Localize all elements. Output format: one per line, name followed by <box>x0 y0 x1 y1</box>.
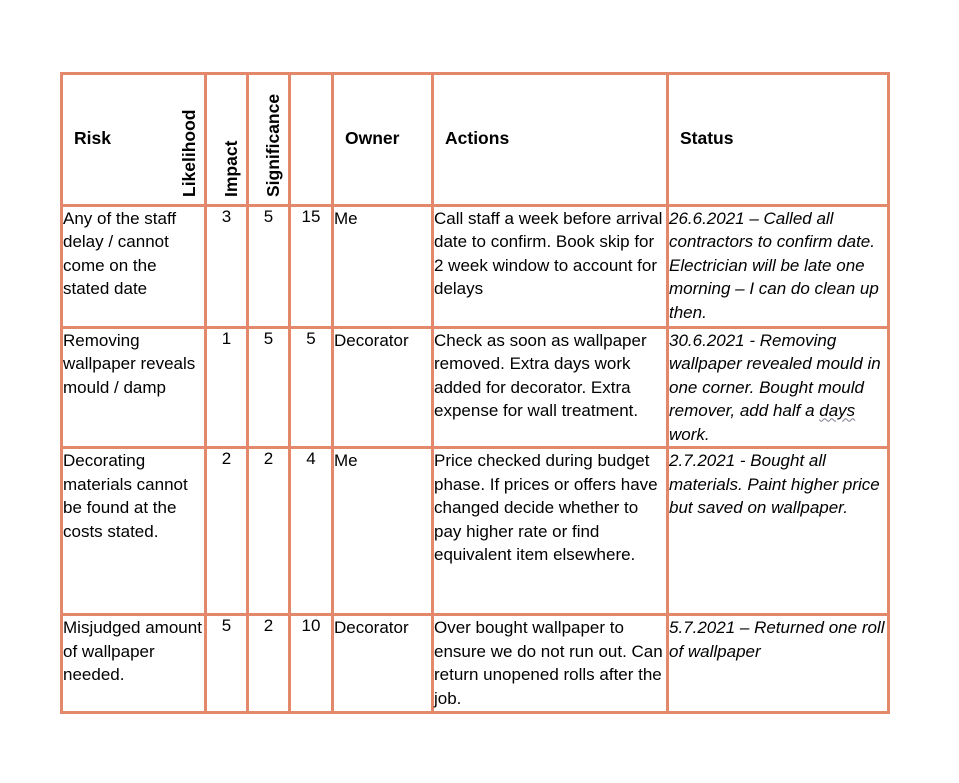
column-header-risk-label: Risk <box>74 128 111 148</box>
table-header-row <box>62 74 889 206</box>
column-header-actions-label: Actions <box>445 128 510 148</box>
cell-likelihood: 1 <box>206 328 248 448</box>
column-header-status-label: Status <box>680 128 734 148</box>
cell-status: 5.7.2021 – Returned one roll of wallpaper <box>668 615 889 713</box>
cell-likelihood: 2 <box>206 448 248 615</box>
column-header-owner-label: Owner <box>345 128 400 148</box>
column-header-status <box>668 74 889 206</box>
cell-actions: Price checked during budget phase. If prices or offers have changed decide whether to pay higher rate or find equivalent item elsewhere. <box>433 448 668 615</box>
cell-risk: Decorating materials cannot be found at the costs stated. <box>62 448 206 615</box>
risk-register-table-container <box>60 72 887 717</box>
status-text-part: work. <box>669 424 710 444</box>
cell-status <box>668 328 889 448</box>
cell-likelihood: 3 <box>206 206 248 328</box>
column-header-significance <box>263 74 333 206</box>
cell-likelihood: 5 <box>206 615 248 713</box>
cell-significance: 10 <box>290 615 333 713</box>
table-row <box>62 206 889 328</box>
cell-actions: Check as soon as wallpaper removed. Extra days work added for decorator. Extra expense for wall treatment. <box>433 328 668 448</box>
column-header-impact-label: Impact <box>221 140 241 197</box>
table-row <box>62 448 889 615</box>
cell-significance: 5 <box>290 328 333 448</box>
cell-impact: 5 <box>248 328 290 448</box>
cell-risk: Removing wallpaper reveals mould / damp <box>62 328 206 448</box>
cell-impact: 2 <box>248 448 290 615</box>
cell-significance: 15 <box>290 206 333 328</box>
cell-risk: Any of the staff delay / cannot come on the stated date <box>62 206 206 328</box>
cell-owner: Decorator <box>333 615 433 713</box>
table-row <box>62 328 889 448</box>
cell-owner: Me <box>333 206 433 328</box>
cell-actions: Call staff a week before arrival date to confirm. Book skip for 2 week window to account for delays <box>433 206 668 328</box>
risk-register-table <box>60 72 890 714</box>
cell-actions: Over bought wallpaper to ensure we do not run out. Can return unopened rolls after the job. <box>433 615 668 713</box>
column-header-owner <box>333 74 433 206</box>
spellcheck-flagged-word: days <box>819 401 856 421</box>
column-header-likelihood-label: Likelihood <box>179 109 199 197</box>
cell-status: 26.6.2021 – Called all contractors to confirm date. Electrician will be late one morning – I can do clean up then. <box>668 206 889 328</box>
cell-risk: Misjudged amount of wallpaper needed. <box>62 615 206 713</box>
table-row <box>62 615 889 713</box>
cell-impact: 2 <box>248 615 290 713</box>
cell-impact: 5 <box>248 206 290 328</box>
status-text-part: 30.6.2021 - Removing wallpaper revealed mould in one corner. Bought mould remover, add half a <box>669 331 881 421</box>
column-header-significance-label: Significance <box>263 93 283 197</box>
cell-owner: Me <box>333 448 433 615</box>
cell-owner: Decorator <box>333 328 433 448</box>
cell-status: 2.7.2021 - Bought all materials. Paint higher price but saved on wallpaper. <box>668 448 889 615</box>
column-header-actions <box>433 74 668 206</box>
cell-significance: 4 <box>290 448 333 615</box>
